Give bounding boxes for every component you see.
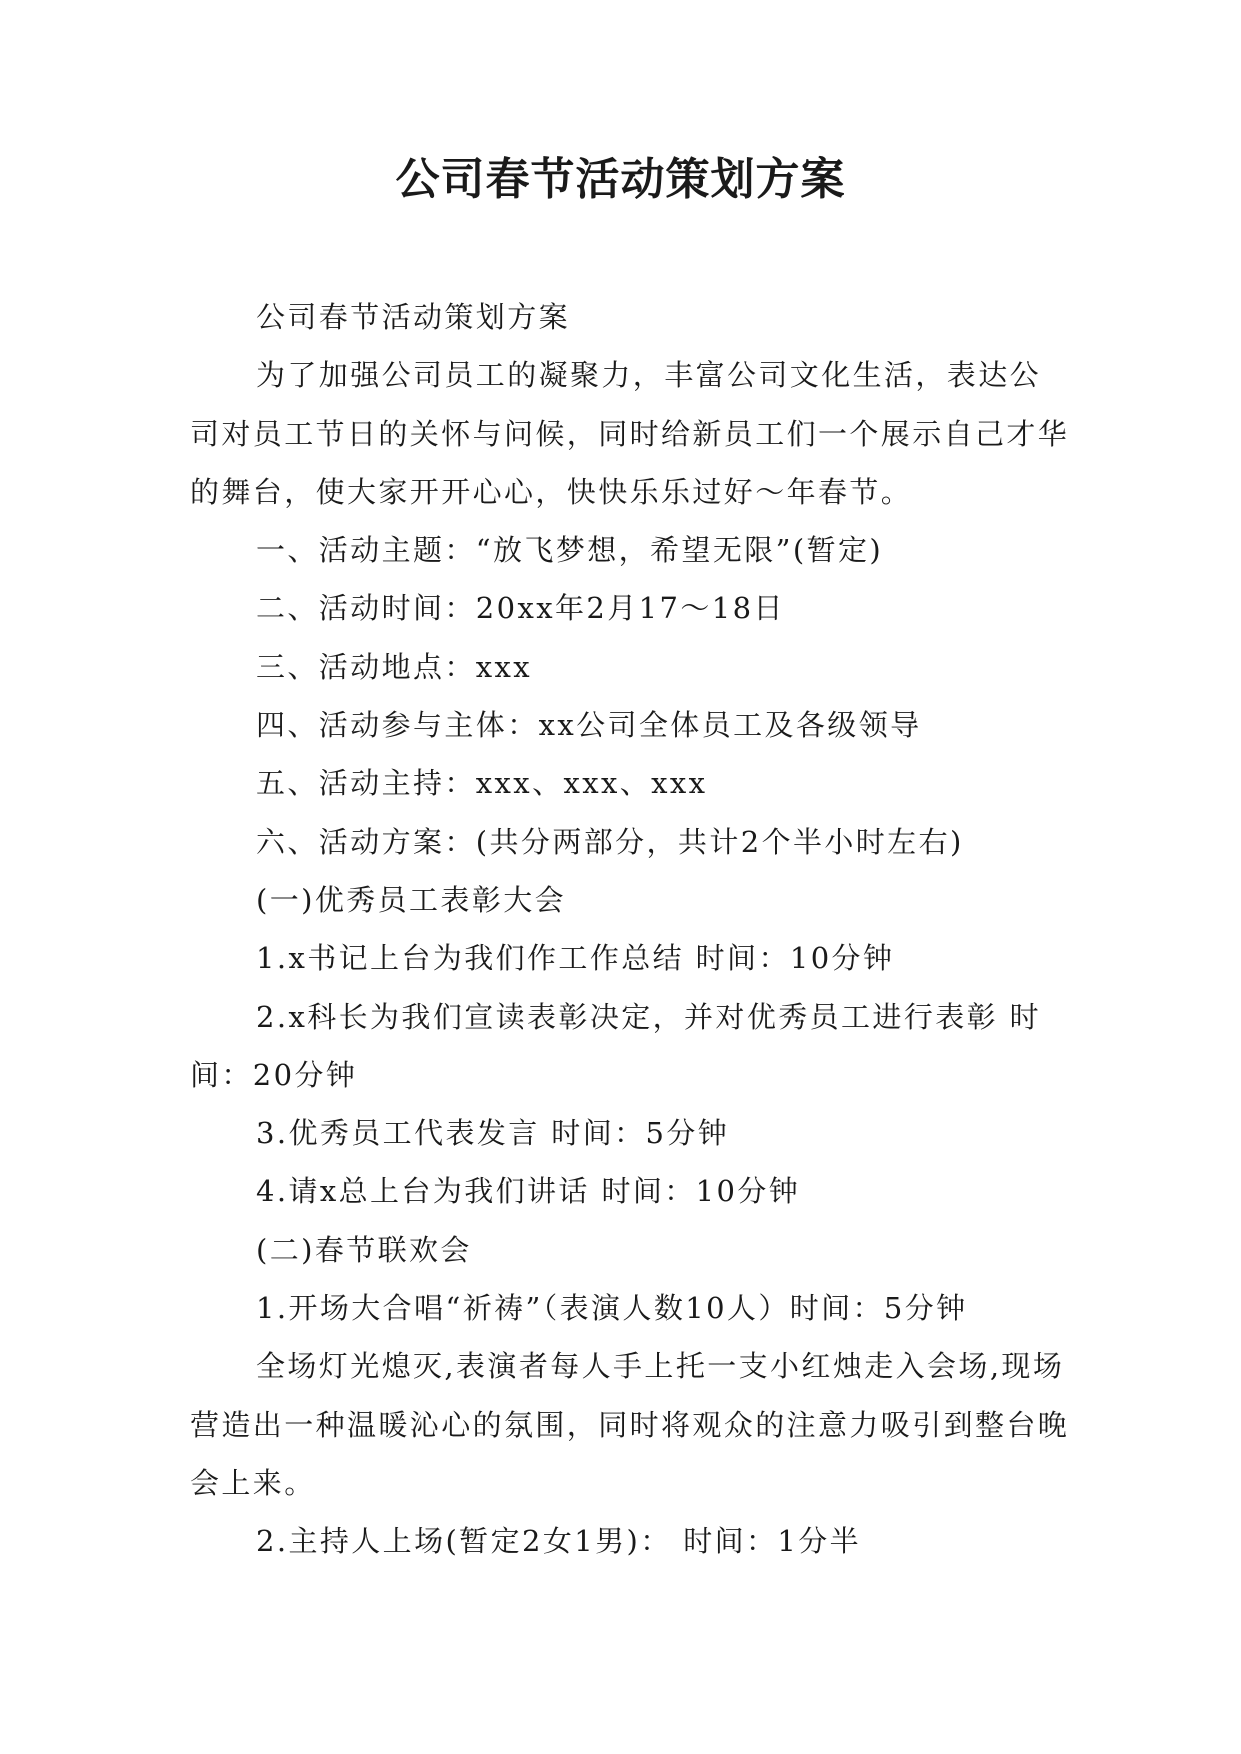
paragraph-item-2-2: 2.主持人上场(暂定2女1男)： 时间：1分半 [256,1524,862,1559]
paragraph-subtitle: 公司春节活动策划方案 [256,300,571,334]
paragraph-theme: 一、活动主题：“放飞梦想，希望无限”(暂定) [256,533,884,568]
document-body [190,288,1070,1571]
paragraph-item-2-1-desc: 全场灯光熄灭,表演者每人手上托一支小红烛走入会场,现场营造出一种温暖沁心的氛围，同时将观众的注意力吸引到整台晚会上来。 [190,1349,1070,1500]
paragraph-item-1-3: 3.优秀员工代表发言 时间：5分钟 [256,1116,730,1151]
paragraph-hosts: 五、活动主持：xxx、xxx、xxx [256,766,708,801]
paragraph-item-1-4: 4.请x总上台为我们讲话 时间：10分钟 [256,1174,801,1209]
paragraph-item-2-1: 1.开场大合唱“祈祷”（表演人数10人）时间：5分钟 [256,1291,968,1326]
paragraph-location: 三、活动地点：xxx [256,649,533,684]
paragraph-plan: 六、活动方案：(共分两部分，共计2个半小时左右) [256,824,964,859]
document-title: 公司春节活动策划方案 [395,154,846,205]
paragraph-intro: 为了加强公司员工的凝聚力，丰富公司文化生活，表达公司对员工节日的关怀与问候，同时给新员工们一个展示自己才华的舞台，使大家开开心心，快快乐乐过好～年春节。 [190,358,1070,509]
paragraph-time: 二、活动时间：20xx年2月17～18日 [256,591,785,626]
paragraph-participants: 四、活动参与主体：xx公司全体员工及各级领导 [256,708,922,743]
paragraph-section-1: (一)优秀员工表彰大会 [256,882,567,917]
paragraph-section-2: (二)春节联欢会 [256,1232,472,1267]
paragraph-item-1-2: 2.x科长为我们宣读表彰决定，并对优秀员工进行表彰 时间：20分钟 [190,999,1042,1092]
paragraph-item-1-1: 1.x书记上台为我们作工作总结 时间：10分钟 [256,941,895,976]
